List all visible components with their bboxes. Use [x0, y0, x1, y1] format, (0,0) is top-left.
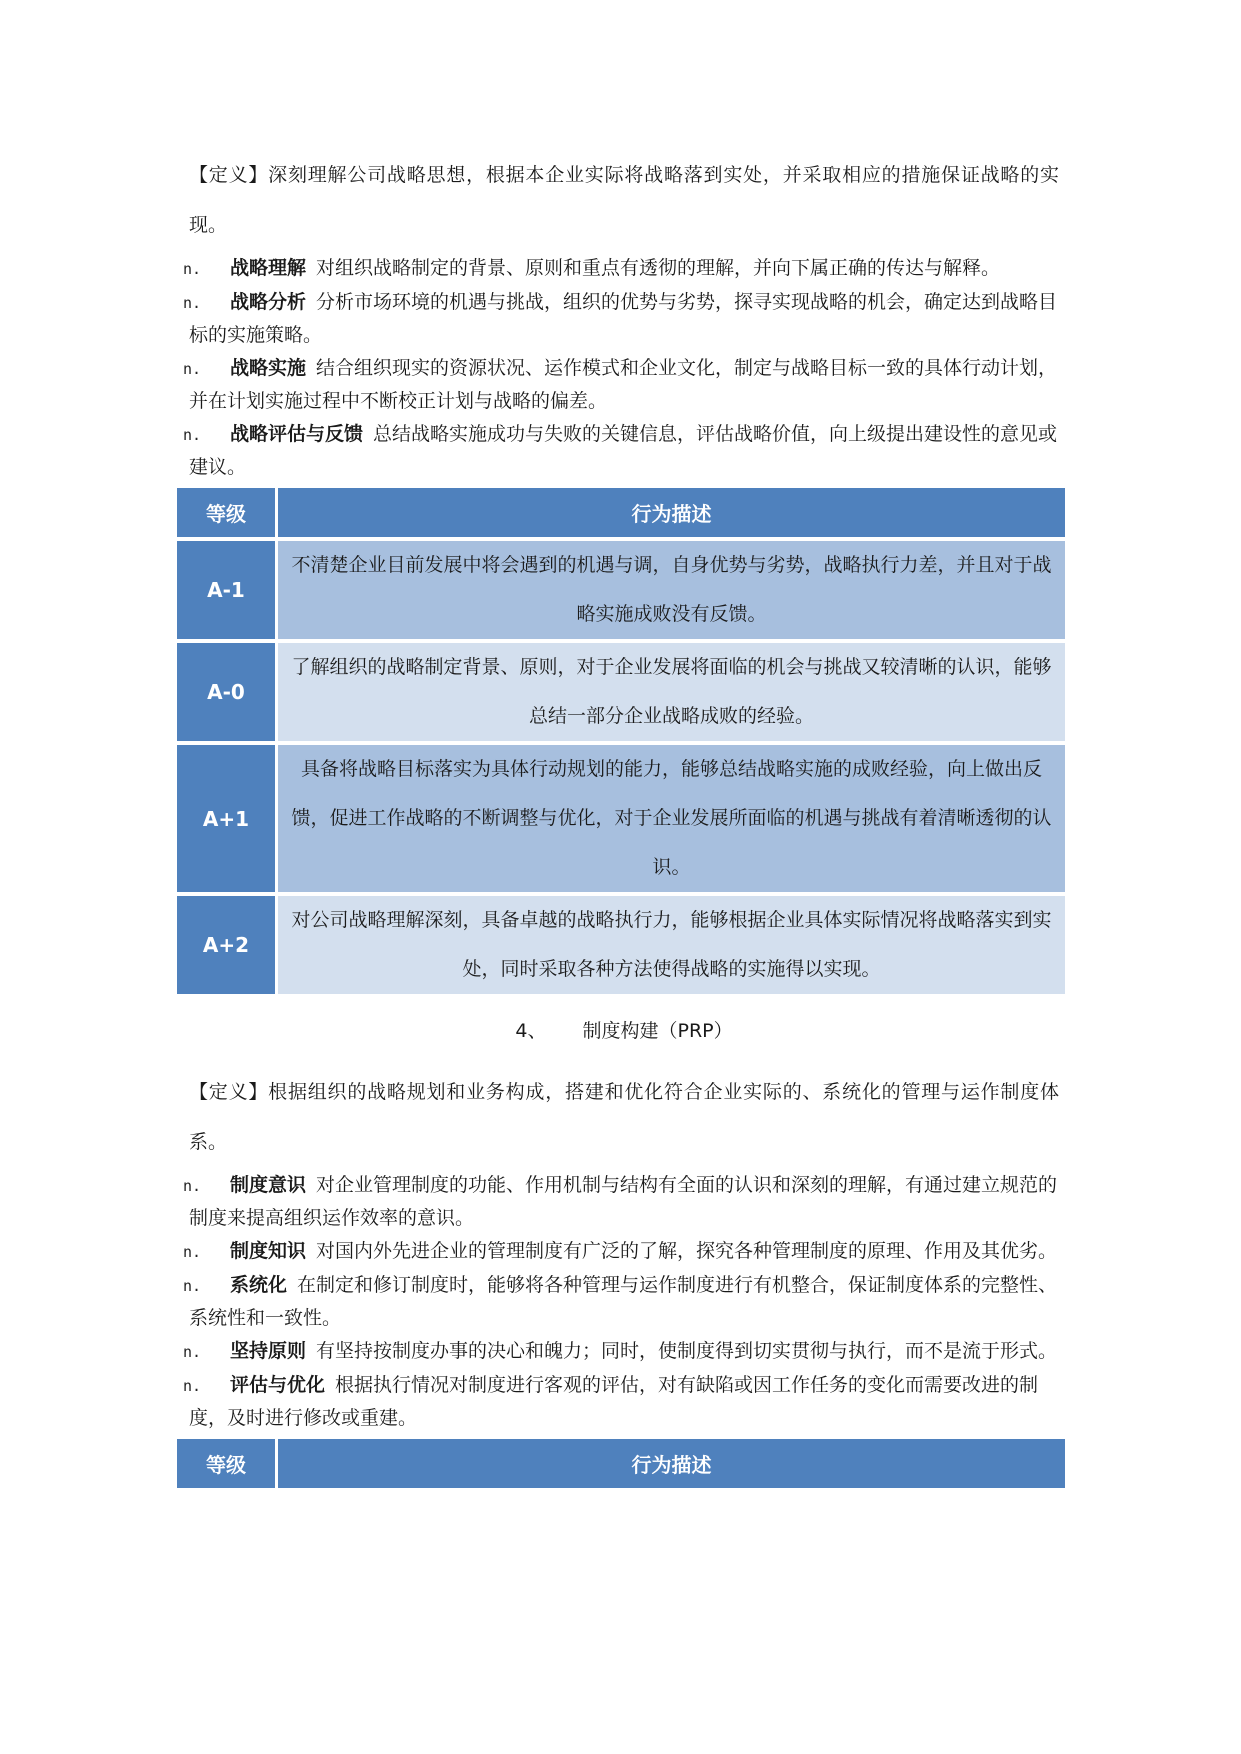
table-row: [177, 745, 1065, 892]
definition-prp: 【定义】根据组织的战略规划和业务构成，搭建和优化符合企业实际的、系统化的管理与运作制度体系。: [189, 1081, 1059, 1153]
bullet-text: 分析市场环境的机遇与挑战，组织的优势与劣势，探寻实现战略的机会，确定达到战略目标的实施策略。: [189, 291, 1058, 346]
table-header-row: [177, 488, 1065, 537]
table-row: [177, 541, 1065, 639]
grade-description: 对公司战略理解深刻，具备卓越的战略执行力，能够根据企业具体实际情况将战略落实到实处，同时采取各种方法使得战略的实施得以实现。: [278, 896, 1065, 994]
bullet-mark: n.: [183, 1343, 202, 1361]
grade-level: A-0: [177, 643, 278, 741]
bullet-term: 制度知识: [230, 1240, 307, 1262]
bullet-item: [183, 1169, 1059, 1234]
bullet-item: [183, 418, 1059, 483]
bullet-text: 结合组织现实的资源状况、运作模式和企业文化，制定与战略目标一致的具体行动计划，并在计划实施过程中不断校正计划与战略的偏差。: [189, 357, 1058, 412]
section-title: 制度构建（PRP）: [582, 1020, 733, 1042]
bullet-text: 对组织战略制定的背景、原则和重点有透彻的理解，并向下属正确的传达与解释。: [316, 257, 1001, 279]
bullet-mark: n.: [183, 1377, 202, 1395]
bullet-term: 坚持原则: [230, 1340, 307, 1362]
bullet-term: 战略评估与反馈: [230, 423, 364, 445]
document-page: [183, 150, 1059, 1492]
bullet-text: 对企业管理制度的功能、作用机制与结构有全面的认识和深刻的理解，有通过建立规范的制度来提高组织运作效率的意识。: [189, 1174, 1058, 1229]
header-description: 行为描述: [278, 1439, 1065, 1488]
bullet-item: [183, 1369, 1059, 1434]
grade-level: A+1: [177, 745, 278, 892]
bullet-term: 战略理解: [230, 257, 307, 279]
bullet-item: [183, 252, 1059, 285]
bullet-term: 制度意识: [230, 1174, 307, 1196]
bullet-term: 系统化: [230, 1274, 288, 1296]
strategy-grade-table: [177, 484, 1065, 998]
bullet-term: 战略分析: [230, 291, 307, 313]
strategy-bullets: [183, 252, 1059, 483]
table-row: [177, 643, 1065, 741]
section-number: 4、: [515, 1020, 547, 1042]
bullet-term: 评估与优化: [230, 1374, 326, 1396]
bullet-text: 在制定和修订制度时，能够将各种管理与运作制度进行有机整合，保证制度体系的完整性、系统性和一致性。: [189, 1274, 1058, 1329]
bullet-text: 总结战略实施成功与失败的关键信息，评估战略价值，向上级提出建设性的意见或建议。: [189, 423, 1058, 478]
bullet-mark: n.: [183, 294, 202, 312]
grade-level: A+2: [177, 896, 278, 994]
bullet-item: [183, 286, 1059, 351]
header-level: 等级: [177, 488, 278, 537]
bullet-mark: n.: [183, 1277, 202, 1295]
bullet-mark: n.: [183, 426, 202, 444]
prp-bullets: [183, 1169, 1059, 1434]
grade-description: 不清楚企业目前发展中将会遇到的机遇与调，自身优势与劣势，战略执行力差，并且对于战略实施成败没有反馈。: [278, 541, 1065, 639]
bullet-text: 根据执行情况对制度进行客观的评估，对有缺陷或因工作任务的变化而需要改进的制度，及时进行修改或重建。: [189, 1374, 1039, 1429]
grade-description: 了解组织的战略制定背景、原则，对于企业发展将面临的机会与挑战又较清晰的认识，能够总结一部分企业战略成败的经验。: [278, 643, 1065, 741]
header-description: 行为描述: [278, 488, 1065, 537]
table-header-row: [177, 1439, 1065, 1488]
bullet-text: 对国内外先进企业的管理制度有广泛的了解，探究各种管理制度的原理、作用及其优劣。: [316, 1240, 1058, 1262]
definition-strategy: 【定义】深刻理解公司战略思想，根据本企业实际将战略落到实处，并采取相应的措施保证战略的实现。: [189, 164, 1059, 236]
prp-grade-table: [177, 1435, 1065, 1492]
bullet-mark: n.: [183, 360, 202, 378]
bullet-mark: n.: [183, 1177, 202, 1195]
table-row: [177, 896, 1065, 994]
header-level: 等级: [177, 1439, 278, 1488]
bullet-item: [183, 1235, 1059, 1268]
section-heading: [189, 1016, 1059, 1043]
bullet-text: 有坚持按制度办事的决心和魄力；同时，使制度得到切实贯彻与执行，而不是流于形式。: [316, 1340, 1058, 1362]
bullet-item: [183, 1335, 1059, 1368]
bullet-mark: n.: [183, 260, 202, 278]
bullet-term: 战略实施: [230, 357, 307, 379]
grade-description: 具备将战略目标落实为具体行动规划的能力，能够总结战略实施的成败经验，向上做出反馈，促进工作战略的不断调整与优化，对于企业发展所面临的机遇与挑战有着清晰透彻的认识。: [278, 745, 1065, 892]
bullet-mark: n.: [183, 1243, 202, 1261]
grade-level: A-1: [177, 541, 278, 639]
bullet-item: [183, 1269, 1059, 1334]
bullet-item: [183, 352, 1059, 417]
